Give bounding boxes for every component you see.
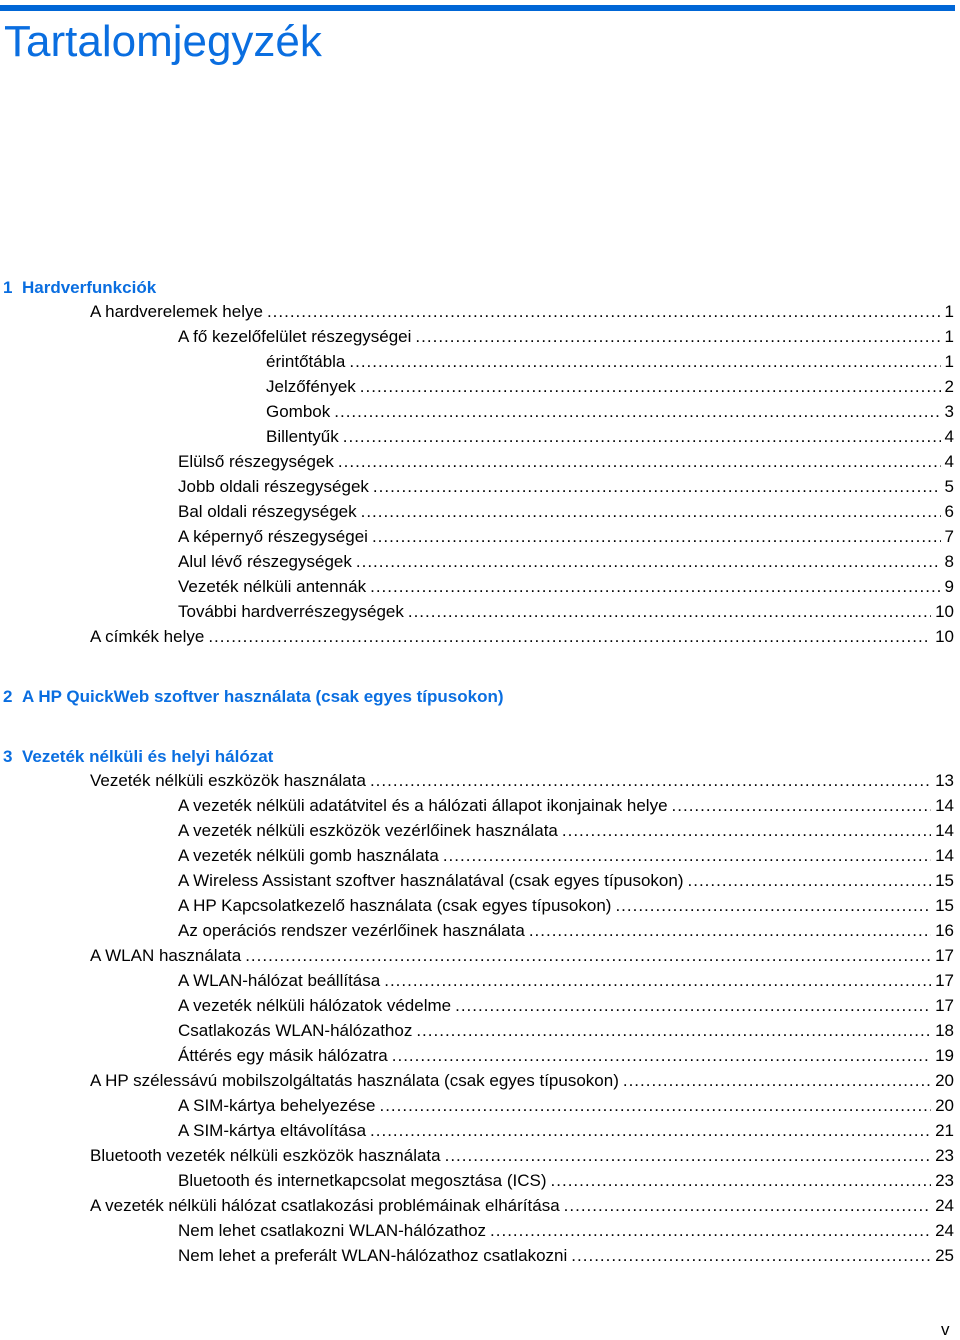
dot-leader (571, 1244, 931, 1268)
toc-entry-title: érintőtábla (266, 352, 346, 371)
toc-entry-title: Jobb oldali részegységek (178, 477, 369, 496)
toc-entry[interactable] (90, 944, 954, 968)
dot-leader (392, 1044, 931, 1068)
toc-entry-page: 17 (935, 946, 954, 965)
dot-leader (529, 919, 931, 943)
toc-entry-title: További hardverrészegységek (178, 602, 404, 621)
toc-entry[interactable] (266, 350, 954, 374)
chapter-title: Vezeték nélküli és helyi hálózat (22, 747, 274, 766)
page-title: Tartalomjegyzék (4, 17, 322, 66)
toc-entry-page: 16 (935, 921, 954, 940)
toc-entry[interactable] (90, 1194, 954, 1218)
toc-entry-title: A vezeték nélküli eszközök vezérlőinek használata (178, 821, 558, 840)
toc-entry[interactable] (178, 1219, 954, 1243)
dot-leader (370, 1119, 931, 1143)
toc-entry-title: A fő kezelőfelület részegységei (178, 327, 412, 346)
toc-entry[interactable] (178, 869, 954, 893)
dot-leader (267, 300, 941, 324)
toc-entry-title: A vezeték nélküli hálózat csatlakozási problémáinak elhárítása (90, 1196, 560, 1215)
toc-entry-title: Vezeték nélküli eszközök használata (90, 771, 366, 790)
toc-entry-page: 1 (944, 352, 954, 371)
dot-leader (338, 450, 941, 474)
toc-entry-page: 14 (935, 821, 954, 840)
toc-entry-page: 20 (935, 1096, 954, 1115)
toc-entry-title: Jelzőfények (266, 377, 356, 396)
toc-entry[interactable] (178, 1094, 954, 1118)
toc-entry[interactable] (266, 425, 954, 449)
toc-entry[interactable] (178, 475, 954, 499)
toc-entry[interactable] (178, 1169, 954, 1193)
toc-entry-title: A hardverelemek helye (90, 302, 263, 321)
toc-entry[interactable] (178, 325, 954, 349)
toc-entry-title: A SIM-kártya eltávolítása (178, 1121, 367, 1140)
toc-entry-page: 14 (935, 846, 954, 865)
dot-leader (688, 869, 932, 893)
toc-entry-title: A SIM-kártya behelyezése (178, 1096, 376, 1115)
dot-leader (370, 575, 940, 599)
dot-leader (208, 625, 931, 649)
toc-entry-page: 10 (935, 627, 954, 646)
dot-leader (360, 375, 941, 399)
toc-entry[interactable] (90, 300, 954, 324)
toc-entry-title: Bal oldali részegységek (178, 502, 357, 521)
toc-entry-page: 23 (935, 1171, 954, 1190)
chapter-heading-2[interactable] (3, 686, 504, 708)
dot-leader (564, 1194, 931, 1218)
dot-leader (361, 500, 941, 524)
chapter-number: 2 (3, 687, 13, 706)
toc-entry-title: A HP szélessávú mobilszolgáltatás használata (csak egyes típusokon) (90, 1071, 619, 1090)
toc-entry-title: Az operációs rendszer vezérlőinek használata (178, 921, 525, 940)
toc-entry[interactable] (178, 894, 954, 918)
toc-entry-title: Nem lehet a preferált WLAN-hálózathoz csatlakozni (178, 1246, 568, 1265)
toc-entry[interactable] (178, 994, 954, 1018)
dot-leader (623, 1069, 931, 1093)
toc-entry-title: Bluetooth és internetkapcsolat megosztása (ICS) (178, 1171, 547, 1190)
dot-leader (334, 400, 940, 424)
dot-leader (562, 819, 931, 843)
chapter-title: Hardverfunkciók (22, 278, 157, 297)
chapter-number: 1 (3, 278, 13, 297)
toc-entry-title: Áttérés egy másik hálózatra (178, 1046, 388, 1065)
toc-entry-page: 21 (935, 1121, 954, 1140)
dot-leader (415, 325, 940, 349)
toc-entry-title: A HP Kapcsolatkezelő használata (csak egyes típusokon) (178, 896, 612, 915)
toc-entry[interactable] (178, 500, 954, 524)
header-rule (0, 5, 955, 11)
dot-leader (490, 1219, 931, 1243)
toc-entry-page: 19 (935, 1046, 954, 1065)
toc-entry[interactable] (178, 1119, 954, 1143)
toc-entry-page: 17 (935, 971, 954, 990)
dot-leader (384, 969, 931, 993)
toc-entry-title: A vezeték nélküli gomb használata (178, 846, 439, 865)
toc-entry-page: 1 (944, 302, 954, 321)
toc-entry-page: 4 (944, 452, 954, 471)
toc-entry-page: 6 (944, 502, 954, 521)
toc-entry-title: Bluetooth vezeték nélküli eszközök használata (90, 1146, 441, 1165)
dot-leader (455, 994, 931, 1018)
toc-entry-page: 4 (944, 427, 954, 446)
toc-entry[interactable] (178, 844, 954, 868)
toc-entry[interactable] (178, 575, 954, 599)
toc-entry-title: A vezeték nélküli adatátvitel és a hálózati állapot ikonjainak helye (178, 796, 668, 815)
toc-entry-page: 23 (935, 1146, 954, 1165)
dot-leader (372, 525, 941, 549)
toc-entry[interactable] (266, 375, 954, 399)
toc-entry[interactable] (90, 769, 954, 793)
toc-entry[interactable] (266, 400, 954, 424)
toc-entry-page: 15 (935, 896, 954, 915)
toc-entry-title: A vezeték nélküli hálózatok védelme (178, 996, 452, 1015)
dot-leader (379, 1094, 931, 1118)
toc-entry-title: Csatlakozás WLAN-hálózathoz (178, 1021, 413, 1040)
toc-entry[interactable] (178, 1019, 954, 1043)
dot-leader (349, 350, 940, 374)
toc-entry-title: A címkék helye (90, 627, 205, 646)
toc-entry[interactable] (178, 919, 954, 943)
toc-entry-title: Elülső részegységek (178, 452, 334, 471)
toc-entry[interactable] (178, 1244, 954, 1268)
toc-entry-page: 7 (944, 527, 954, 546)
toc-entry-page: 20 (935, 1071, 954, 1090)
toc-entry-page: 18 (935, 1021, 954, 1040)
chapter-title: A HP QuickWeb szoftver használata (csak egyes típusokon) (22, 687, 504, 706)
dot-leader (373, 475, 941, 499)
dot-leader (416, 1019, 931, 1043)
toc-entry-page: 24 (935, 1196, 954, 1215)
dot-leader (615, 894, 931, 918)
toc-entry-page: 14 (935, 796, 954, 815)
toc-entry[interactable] (178, 819, 954, 843)
chapter-heading-3[interactable] (3, 746, 273, 768)
toc-entry-title: Alul lévő részegységek (178, 552, 352, 571)
toc-entry-page: 2 (944, 377, 954, 396)
dot-leader (356, 550, 941, 574)
toc-entry[interactable] (90, 1144, 954, 1168)
toc-entry[interactable] (90, 625, 954, 649)
toc-entry-page: 15 (935, 871, 954, 890)
toc-entry-page: 25 (935, 1246, 954, 1265)
toc-entry-title: A Wireless Assistant szoftver használatával (csak egyes típusokon) (178, 871, 684, 890)
toc-entry[interactable] (178, 794, 954, 818)
toc-entry-page: 10 (935, 602, 954, 621)
dot-leader (445, 1144, 931, 1168)
toc-entry-page: 3 (944, 402, 954, 421)
toc-entry-page: 9 (944, 577, 954, 596)
toc-entry-page: 24 (935, 1221, 954, 1240)
toc-entry[interactable] (90, 1069, 954, 1093)
toc-entry[interactable] (178, 969, 954, 993)
dot-leader (245, 944, 931, 968)
toc-entry-title: Nem lehet csatlakozni WLAN-hálózathoz (178, 1221, 487, 1240)
toc-entry-page: 5 (944, 477, 954, 496)
dot-leader (343, 425, 941, 449)
toc-entry-page: 1 (944, 327, 954, 346)
toc-entry[interactable] (178, 550, 954, 574)
dot-leader (443, 844, 931, 868)
dot-leader (408, 600, 931, 624)
toc-entry-page: 8 (944, 552, 954, 571)
toc-entry-title: Gombok (266, 402, 331, 421)
chapter-number: 3 (3, 747, 13, 766)
toc-entry[interactable] (178, 525, 954, 549)
dot-leader (370, 769, 931, 793)
page-number: v (941, 1320, 950, 1339)
toc-entry-page: 17 (935, 996, 954, 1015)
dot-leader (551, 1169, 932, 1193)
chapter-heading-1[interactable] (3, 277, 156, 299)
toc-entry-title: Vezeték nélküli antennák (178, 577, 367, 596)
dot-leader (672, 794, 932, 818)
toc-entry-title: Billentyűk (266, 427, 339, 446)
toc-entry[interactable] (178, 600, 954, 624)
toc-entry[interactable] (178, 450, 954, 474)
toc-entry[interactable] (178, 1044, 954, 1068)
toc-entry-title: A képernyő részegységei (178, 527, 368, 546)
toc-entry-title: A WLAN használata (90, 946, 242, 965)
toc-entry-title: A WLAN-hálózat beállítása (178, 971, 381, 990)
toc-entry-page: 13 (935, 771, 954, 790)
